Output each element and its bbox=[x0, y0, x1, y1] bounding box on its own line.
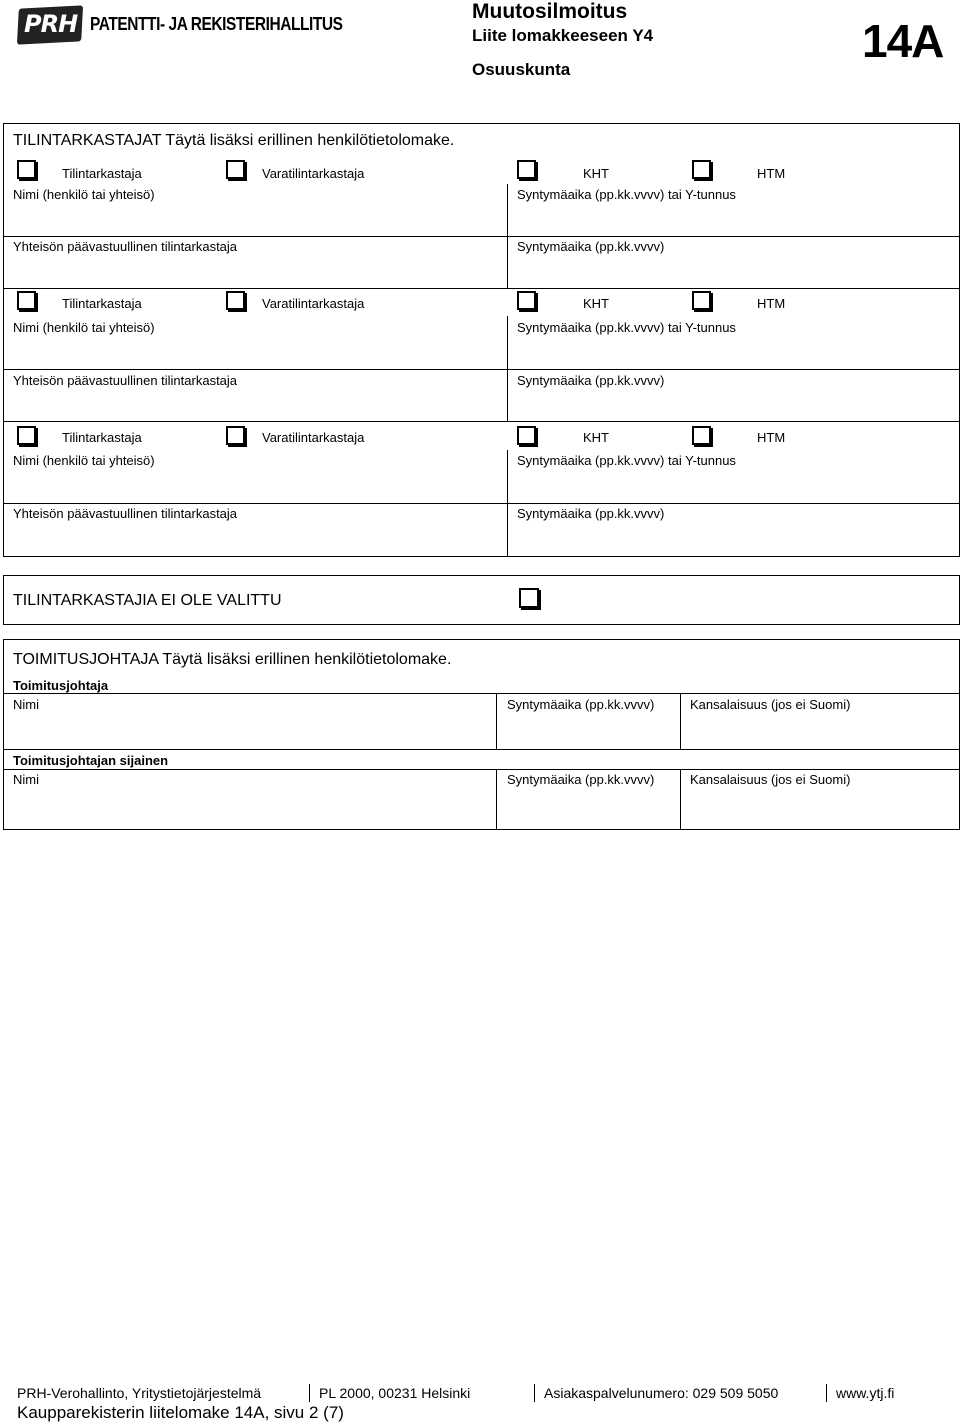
form-title: Muutosilmoitus bbox=[472, 0, 628, 23]
footer-org: PRH-Verohallinto, Yritystietojärjestelmä bbox=[17, 1385, 262, 1401]
deputy-auditor-checkbox[interactable] bbox=[226, 426, 245, 445]
auditor-label: Tilintarkastaja bbox=[62, 296, 142, 311]
ceo-name-field[interactable]: Nimi bbox=[13, 697, 39, 712]
footer-phone: Asiakaspalvelunumero: 029 509 5050 bbox=[544, 1385, 779, 1401]
kht-checkbox[interactable] bbox=[517, 426, 536, 445]
auditor-name-field[interactable]: Nimi (henkilö tai yhteisö) bbox=[13, 320, 155, 335]
deputy-auditor-checkbox[interactable] bbox=[226, 291, 245, 310]
auditor-birth-or-id-field[interactable]: Syntymäaika (pp.kk.vvvv) tai Y-tunnus bbox=[517, 453, 736, 468]
principal-auditor-birth-field[interactable]: Syntymäaika (pp.kk.vvvv) bbox=[517, 373, 665, 388]
auditor-checkbox[interactable] bbox=[17, 291, 36, 310]
htm-label: HTM bbox=[757, 296, 786, 311]
htm-checkbox[interactable] bbox=[692, 291, 711, 310]
ceo-heading-title: TOIMITUSJOHTAJA bbox=[13, 651, 159, 668]
auditor-birth-or-id-field[interactable]: Syntymäaika (pp.kk.vvvv) tai Y-tunnus bbox=[517, 320, 736, 335]
no-auditors-label: TILINTARKASTAJIA EI OLE VALITTU bbox=[13, 592, 282, 609]
auditor-name-field[interactable]: Nimi (henkilö tai yhteisö) bbox=[13, 453, 155, 468]
form-code: 14A bbox=[862, 15, 944, 67]
auditors-heading-title: TILINTARKASTAJAT bbox=[13, 132, 162, 149]
kht-checkbox[interactable] bbox=[517, 291, 536, 310]
ceo-citizenship-field[interactable]: Kansalaisuus (jos ei Suomi) bbox=[690, 697, 851, 712]
principal-auditor-field[interactable]: Yhteisön päävastuullinen tilintarkastaja bbox=[13, 239, 238, 254]
htm-label: HTM bbox=[757, 166, 786, 181]
kht-label: KHT bbox=[583, 430, 609, 445]
auditor-birth-or-id-field[interactable]: Syntymäaika (pp.kk.vvvv) tai Y-tunnus bbox=[517, 187, 736, 202]
deputy-ceo-name-field[interactable]: Nimi bbox=[13, 772, 39, 787]
auditor-checkbox[interactable] bbox=[17, 160, 36, 179]
no-auditors-checkbox[interactable] bbox=[519, 588, 539, 608]
auditor-name-field[interactable]: Nimi (henkilö tai yhteisö) bbox=[13, 187, 155, 202]
ceo-heading-note: Täytä lisäksi erillinen henkilötietolomake. bbox=[162, 651, 452, 668]
footer-address: PL 2000, 00231 Helsinki bbox=[319, 1385, 471, 1401]
deputy-ceo-birth-field[interactable]: Syntymäaika (pp.kk.vvvv) bbox=[507, 772, 655, 787]
deputy-auditor-label: Varatilintarkastaja bbox=[262, 166, 365, 181]
auditors-heading bbox=[13, 131, 454, 150]
deputy-ceo-citizenship-field[interactable]: Kansalaisuus (jos ei Suomi) bbox=[690, 772, 851, 787]
form-subtitle: Liite lomakkeeseen Y4 bbox=[472, 26, 654, 45]
ceo-label: Toimitusjohtaja bbox=[13, 678, 109, 693]
htm-checkbox[interactable] bbox=[692, 160, 711, 179]
deputy-auditor-label: Varatilintarkastaja bbox=[262, 296, 365, 311]
organization-name: PATENTTI- JA REKISTERIHALLITUS bbox=[90, 14, 343, 34]
deputy-ceo-label: Toimitusjohtajan sijainen bbox=[13, 753, 169, 768]
deputy-auditor-checkbox[interactable] bbox=[226, 160, 245, 179]
principal-auditor-birth-field[interactable]: Syntymäaika (pp.kk.vvvv) bbox=[517, 506, 665, 521]
htm-label: HTM bbox=[757, 430, 786, 445]
auditors-heading-note: Täytä lisäksi erillinen henkilötietolomake. bbox=[165, 132, 455, 149]
kht-label: KHT bbox=[583, 166, 609, 181]
footer-web: www.ytj.fi bbox=[836, 1385, 895, 1401]
auditor-label: Tilintarkastaja bbox=[62, 430, 142, 445]
ceo-heading bbox=[13, 650, 451, 669]
deputy-auditor-label: Varatilintarkastaja bbox=[262, 430, 365, 445]
ceo-birth-field[interactable]: Syntymäaika (pp.kk.vvvv) bbox=[507, 697, 655, 712]
principal-auditor-field[interactable]: Yhteisön päävastuullinen tilintarkastaja bbox=[13, 373, 238, 388]
auditor-checkbox[interactable] bbox=[17, 426, 36, 445]
principal-auditor-field[interactable]: Yhteisön päävastuullinen tilintarkastaja bbox=[13, 506, 238, 521]
auditor-label: Tilintarkastaja bbox=[62, 166, 142, 181]
kht-checkbox[interactable] bbox=[517, 160, 536, 179]
principal-auditor-birth-field[interactable]: Syntymäaika (pp.kk.vvvv) bbox=[517, 239, 665, 254]
kht-label: KHT bbox=[583, 296, 609, 311]
logo-text: PRH bbox=[24, 10, 78, 38]
htm-checkbox[interactable] bbox=[692, 426, 711, 445]
footer-page-note: Kaupparekisterin liitelomake 14A, sivu 2 (7) bbox=[17, 1403, 344, 1422]
entity-type: Osuuskunta bbox=[472, 60, 571, 79]
